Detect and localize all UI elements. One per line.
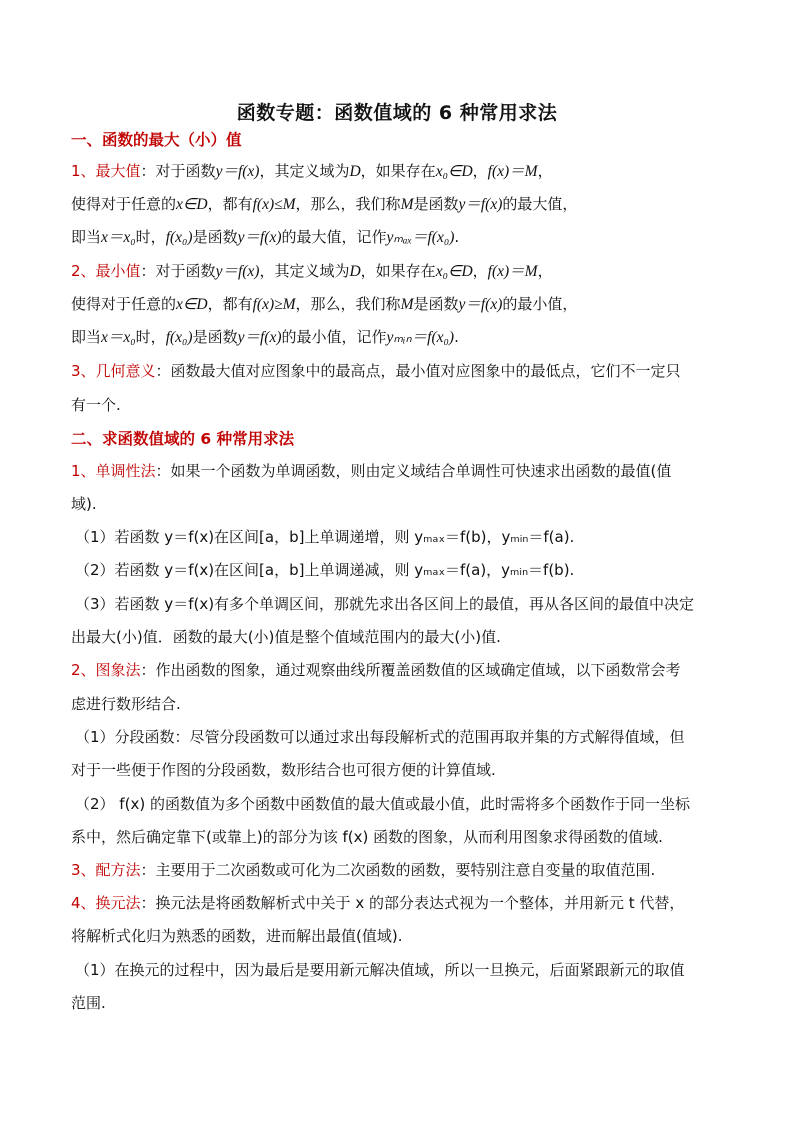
- text: ，如果存在: [360, 162, 436, 180]
- section-heading-2: 二、求函数值域的 6 种常用求法: [71, 430, 295, 448]
- square-line-1: [71, 860, 731, 880]
- text: ，: [472, 262, 488, 280]
- math: y＝f(x): [215, 263, 260, 280]
- max-line-1: [71, 161, 731, 182]
- text: 的最大值，记作: [281, 228, 387, 246]
- text: 时，: [135, 328, 166, 346]
- mono-point-2: （2）若函数 y＝f(x)在区间[a，b]上单调递减，则 yₘₐₓ＝f(a)，yₘᵢₙ＝f(b).: [75, 561, 575, 579]
- graph-line-1: [71, 660, 731, 680]
- text: ，其定义域为: [259, 162, 350, 180]
- subst-point-1-line-2: 范围.: [71, 994, 106, 1012]
- text: ，都有: [207, 295, 253, 313]
- text: ，都有: [207, 195, 253, 213]
- math: f(x)≥M: [252, 296, 296, 313]
- text: ，如果存在: [360, 262, 436, 280]
- math: x∈D: [176, 296, 208, 313]
- text: .: [454, 328, 459, 346]
- text: 的最小值，记作: [281, 328, 387, 346]
- math: yₘₐₓ＝f(x₀): [386, 229, 455, 246]
- min-label: 2、最小值: [71, 262, 141, 280]
- subst-line-2: 将解析式化归为熟悉的函数，进而解出最值(值域).: [71, 927, 403, 945]
- subst-label: 4、换元法: [71, 894, 141, 912]
- min-line-1: [71, 261, 731, 282]
- mono-line-2: 域).: [71, 495, 97, 513]
- math: x₀∈D: [435, 163, 473, 180]
- min-line-3: [71, 327, 731, 348]
- mono-point-1: （1）若函数 y＝f(x)在区间[a，b]上单调递增，则 yₘₐₓ＝f(b)，yₘᵢₙ＝f(a).: [75, 528, 575, 546]
- text: 即当: [71, 228, 102, 246]
- text: 是函数: [413, 195, 459, 213]
- text: 即当: [71, 328, 102, 346]
- math: yₘᵢₙ＝f(x₀): [386, 329, 455, 346]
- mono-point-3-line-1: （3）若函数 y＝f(x)有多个单调区间，那就先求出各区间上的最值，再从各区间的最值中决定: [75, 595, 695, 613]
- math: x＝x₀: [101, 229, 136, 246]
- max-line-2: [71, 194, 731, 215]
- max-label: 1、最大值: [71, 162, 141, 180]
- text: .: [454, 228, 460, 246]
- text: ，: [472, 162, 488, 180]
- math: y＝f(x): [215, 163, 260, 180]
- math: x₀∈D: [435, 263, 473, 280]
- text: 是函数: [192, 228, 238, 246]
- text: ：作出函数的图象，通过观察曲线所覆盖函数值的区域确定值域，以下函数常会考: [140, 661, 681, 679]
- mono-line-1: [71, 461, 731, 481]
- math: f(x)＝M: [487, 163, 538, 180]
- graph-line-2: 虑进行数形结合.: [71, 695, 181, 713]
- section-heading-1: 一、函数的最大（小）值: [71, 131, 242, 149]
- text: 使得对于任意的: [71, 195, 177, 213]
- graph-point-1-line-2: 对于一些便于作图的分段函数，数形结合也可很方便的计算值域.: [71, 761, 496, 779]
- text: 是函数: [192, 328, 238, 346]
- text: 时，: [135, 228, 166, 246]
- math: y＝f(x): [458, 196, 503, 213]
- text: ，: [537, 262, 553, 280]
- text: ：换元法是将函数解析式中关于 x 的部分表达式视为一个整体，并用新元 t 代替，: [140, 894, 685, 912]
- subst-line-1: [71, 893, 731, 913]
- text: 的最大值，: [502, 195, 578, 213]
- text: ，: [537, 162, 553, 180]
- text: ：主要用于二次函数或可化为二次函数的函数，要特别注意自变量的取值范围.: [140, 861, 656, 879]
- text: ：对于函数: [140, 162, 216, 180]
- math: f(x)＝M: [487, 263, 538, 280]
- text: 使得对于任意的: [71, 295, 177, 313]
- math: f(x₀): [165, 229, 193, 246]
- graph-label: 2、图象法: [71, 661, 141, 679]
- math: y＝f(x): [458, 296, 503, 313]
- math: D: [349, 163, 361, 180]
- max-line-3: [71, 227, 731, 248]
- graph-point-2-line-1: （2） f(x) 的函数值为多个函数中函数值的最大值或最小值，此时需将多个函数作于同一坐标: [75, 795, 690, 813]
- graph-point-1-line-1: （1）分段函数：尽管分段函数可以通过求出每段解析式的范围再取并集的方式解得值域，但: [75, 728, 685, 746]
- math: y＝f(x): [237, 329, 282, 346]
- math: x∈D: [176, 196, 208, 213]
- page-title: 函数专题：函数值域的 6 种常用求法: [236, 102, 558, 124]
- mono-point-3-line-2: 出最大(小)值．函数的最大(小)值是整个值域范围内的最大(小)值.: [71, 628, 501, 646]
- math: x＝x₀: [101, 329, 136, 346]
- text: ，其定义域为: [259, 262, 350, 280]
- math: D: [349, 263, 361, 280]
- geo-line-2: 有一个.: [71, 396, 121, 414]
- min-line-2: [71, 294, 731, 315]
- geo-label: 3、几何意义: [71, 362, 156, 380]
- geo-line-1: [71, 361, 731, 381]
- mono-label: 1、单调性法: [71, 462, 156, 480]
- square-label: 3、配方法: [71, 861, 141, 879]
- subst-point-1-line-1: （1）在换元的过程中，因为最后是要用新元解决值域，所以一旦换元，后面紧跟新元的取值: [75, 961, 685, 979]
- math: f(x₀): [165, 329, 193, 346]
- text: 是函数: [413, 295, 459, 313]
- text: ，那么，我们称: [295, 195, 401, 213]
- text: 的最小值，: [502, 295, 578, 313]
- text: ，那么，我们称: [295, 295, 401, 313]
- graph-point-2-line-2: 系中，然后确定靠下(或靠上)的部分为该 f(x) 函数的图象，从而利用图象求得函数的值域.: [71, 828, 663, 846]
- math: f(x)≤M: [252, 196, 296, 213]
- math: M: [400, 196, 414, 213]
- math: y＝f(x): [237, 229, 282, 246]
- text: ：函数最大值对应图象中的最高点，最小值对应图象中的最低点，它们不一定只: [155, 362, 681, 380]
- math: M: [400, 296, 414, 313]
- text: ：如果一个函数为单调函数，则由定义域结合单调性可快速求出函数的最值(值: [155, 462, 672, 480]
- text: ：对于函数: [140, 262, 216, 280]
